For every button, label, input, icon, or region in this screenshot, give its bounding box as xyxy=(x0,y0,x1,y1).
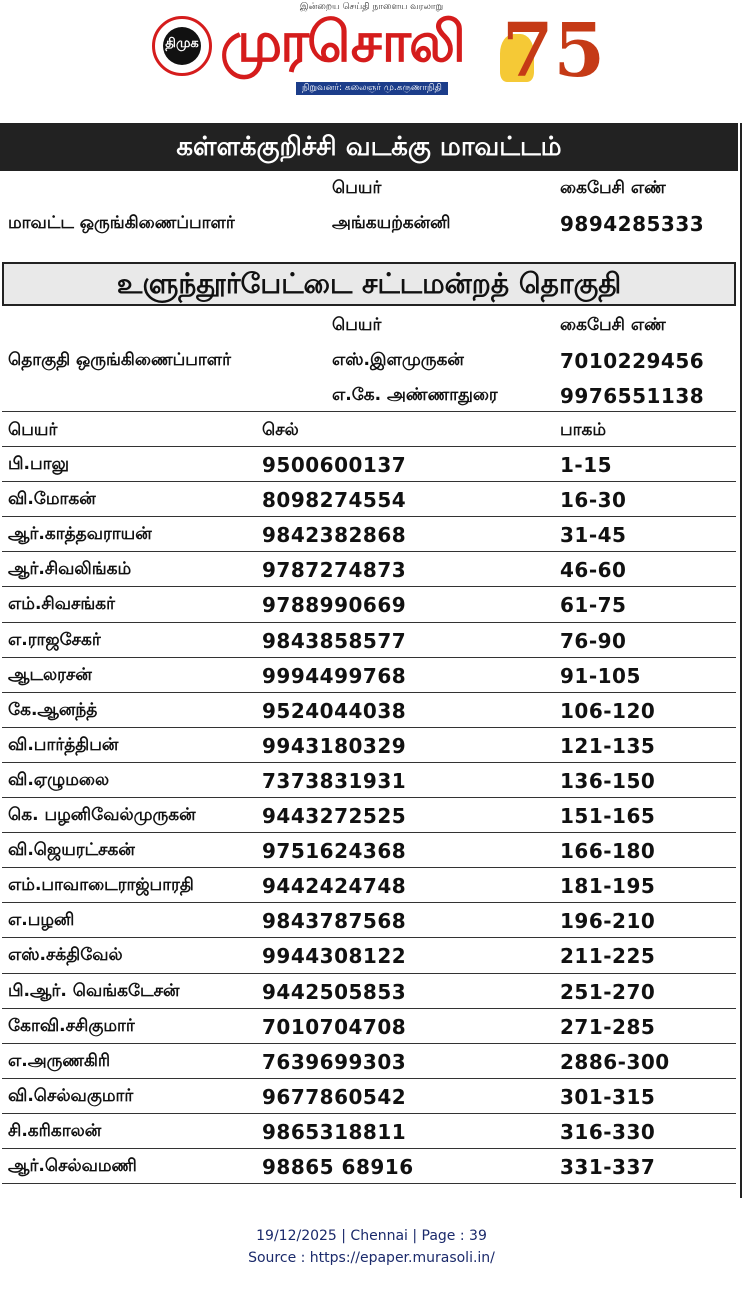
row-cell: 9994499768 xyxy=(262,663,407,688)
row-cell: 7010704708 xyxy=(262,1014,407,1039)
anniversary-mark: 75 xyxy=(502,8,605,94)
district-role: மாவட்ட ஒருங்கிணைப்பாளர் xyxy=(8,213,235,233)
row-name: ஆடலரசன் xyxy=(8,664,92,685)
row-name: எம்.சிவசங்கர் xyxy=(8,594,116,615)
row-cell: 9943180329 xyxy=(262,733,407,758)
row-name: கோவி.சசிகுமார் xyxy=(8,1015,135,1036)
footer-source-line: Source : https://epaper.murasoli.in/ xyxy=(248,1250,495,1266)
table-row-divider xyxy=(2,692,736,693)
row-name: எஸ்.சக்திவேல் xyxy=(8,945,123,966)
row-part: 166-180 xyxy=(560,839,656,864)
row-name: பி.பாலு xyxy=(8,454,70,474)
row-part: 76-90 xyxy=(560,628,627,653)
row-name: எ.அருணகிரி xyxy=(8,1050,111,1071)
row-cell: 9442505853 xyxy=(262,979,407,1004)
table-row-divider xyxy=(2,867,736,868)
row-name: கே.ஆனந்த் xyxy=(8,699,98,720)
table-row-divider xyxy=(2,727,736,728)
table-row-divider xyxy=(2,832,736,833)
table-row-divider xyxy=(2,622,736,623)
coordinator-name: எஸ்.இளமுருகன் xyxy=(332,350,464,370)
row-cell: 9677860542 xyxy=(262,1084,407,1109)
row-cell: 9843787568 xyxy=(262,909,407,934)
table-row-divider xyxy=(2,1148,736,1149)
party-emblem-icon xyxy=(152,16,212,76)
district-coordinator-phone: 9894285333 xyxy=(560,212,705,236)
row-name: வி.ஜெயரட்சகன் xyxy=(8,840,135,861)
row-part: 181-195 xyxy=(560,874,656,899)
row-cell: 8098274554 xyxy=(262,488,407,513)
table-row-divider xyxy=(2,481,736,482)
table-row-divider xyxy=(2,1008,736,1009)
row-cell: 9843858577 xyxy=(262,628,407,653)
constituency-phone-header: கைபேசி எண் xyxy=(560,315,666,335)
row-part: 46-60 xyxy=(560,558,627,583)
row-name: வி.செல்வகுமார் xyxy=(8,1085,134,1106)
coordinator-name: எ.கே. அண்ணாதுரை xyxy=(332,385,498,405)
row-cell: 9443272525 xyxy=(262,804,407,828)
table-row-divider xyxy=(2,762,736,763)
table-row-divider xyxy=(2,973,736,974)
table-header-cell: செல் xyxy=(262,420,299,440)
emblem-text: திமுக xyxy=(165,36,199,51)
row-part: 16-30 xyxy=(560,488,627,513)
district-phone-header: கைபேசி எண் xyxy=(560,178,666,198)
row-part: 331-337 xyxy=(560,1155,656,1179)
row-name: சி.கரிகாலன் xyxy=(8,1120,102,1141)
row-part: 121-135 xyxy=(560,733,656,758)
table-row-divider xyxy=(2,937,736,938)
row-name: எ.பழனி xyxy=(8,910,75,931)
row-part: 1-15 xyxy=(560,453,613,477)
table-divider xyxy=(2,446,736,447)
row-cell: 9865318811 xyxy=(262,1119,407,1144)
row-cell: 7373831931 xyxy=(262,768,407,793)
constituency-title: உளுந்தூர்பேட்டை சட்டமன்றத் தொகுதி xyxy=(2,262,736,306)
row-cell: 9788990669 xyxy=(262,593,407,618)
row-cell: 9842382868 xyxy=(262,523,407,548)
table-row-divider xyxy=(2,551,736,552)
row-part: 31-45 xyxy=(560,523,627,548)
constituency-role: தொகுதி ஒருங்கிணைப்பாளர் xyxy=(8,350,231,370)
row-name: வி.ஏழுமலை xyxy=(8,769,110,790)
table-header-part: பாகம் xyxy=(560,420,607,440)
row-part: 316-330 xyxy=(560,1119,656,1144)
row-name: பி.ஆர். வெங்கடேசன் xyxy=(8,980,180,1001)
table-divider xyxy=(2,411,736,412)
row-cell: 9500600137 xyxy=(262,453,407,477)
row-part: 106-120 xyxy=(560,698,656,723)
coordinator-phone: 7010229456 xyxy=(560,349,705,373)
district-name-header: பெயர் xyxy=(332,178,382,198)
row-part: 196-210 xyxy=(560,909,656,934)
row-name: ஆர்.காத்தவராயன் xyxy=(8,524,152,545)
table-row-divider xyxy=(2,1113,736,1114)
row-cell: 7639699303 xyxy=(262,1049,407,1074)
row-part: 211-225 xyxy=(560,944,656,969)
district-coordinator-name: அங்கயற்கன்னி xyxy=(332,213,451,233)
row-part: 301-315 xyxy=(560,1084,656,1109)
row-cell: 9524044038 xyxy=(262,698,407,723)
row-name: ஆர்.செல்வமணி xyxy=(8,1156,137,1176)
table-header-name: பெயர் xyxy=(8,420,58,440)
row-part: 151-165 xyxy=(560,804,656,828)
newspaper-logo: முரசொலி xyxy=(220,10,464,75)
row-name: வி.பார்த்திபன் xyxy=(8,734,119,755)
row-part: 61-75 xyxy=(560,593,627,618)
row-part: 271-285 xyxy=(560,1014,656,1039)
table-row-divider xyxy=(2,1078,736,1079)
row-name: எம்.பாவாடைராஜ்பாரதி xyxy=(8,875,194,896)
table-row-divider xyxy=(2,586,736,587)
row-name: கெ. பழனிவேல்முருகன் xyxy=(8,805,196,825)
constituency-name-header: பெயர் xyxy=(332,315,382,335)
district-title: கள்ளக்குறிச்சி வடக்கு மாவட்டம் xyxy=(0,123,738,171)
masthead-tagline: இன்றைய செய்தி நாளைய வரலாறு xyxy=(299,2,444,12)
table-row-divider xyxy=(2,516,736,517)
row-cell: 9787274873 xyxy=(262,558,407,583)
coordinator-phone: 9976551138 xyxy=(560,384,705,408)
table-row-divider xyxy=(2,797,736,798)
row-part: 2886-300 xyxy=(560,1049,670,1074)
row-cell: 9442424748 xyxy=(262,874,407,899)
logo-subtitle: நிறுவனர்: கலைஞர் மு.கருணாநிதி xyxy=(296,82,448,95)
table-row-divider xyxy=(2,657,736,658)
footer-date-line: 19/12/2025 | Chennai | Page : 39 xyxy=(256,1228,487,1244)
table-row-divider xyxy=(2,1043,736,1044)
row-name: எ.ராஜசேகர் xyxy=(8,629,101,650)
row-name: ஆர்.சிவலிங்கம் xyxy=(8,559,132,580)
row-cell: 9944308122 xyxy=(262,944,407,969)
table-row-divider xyxy=(2,1183,736,1184)
row-part: 136-150 xyxy=(560,768,656,793)
row-part: 251-270 xyxy=(560,979,656,1004)
row-part: 91-105 xyxy=(560,663,641,688)
row-cell: 9751624368 xyxy=(262,839,407,864)
masthead xyxy=(0,0,743,112)
table-row-divider xyxy=(2,902,736,903)
row-name: வி.மோகன் xyxy=(8,489,96,510)
row-cell: 98865 68916 xyxy=(262,1155,414,1179)
